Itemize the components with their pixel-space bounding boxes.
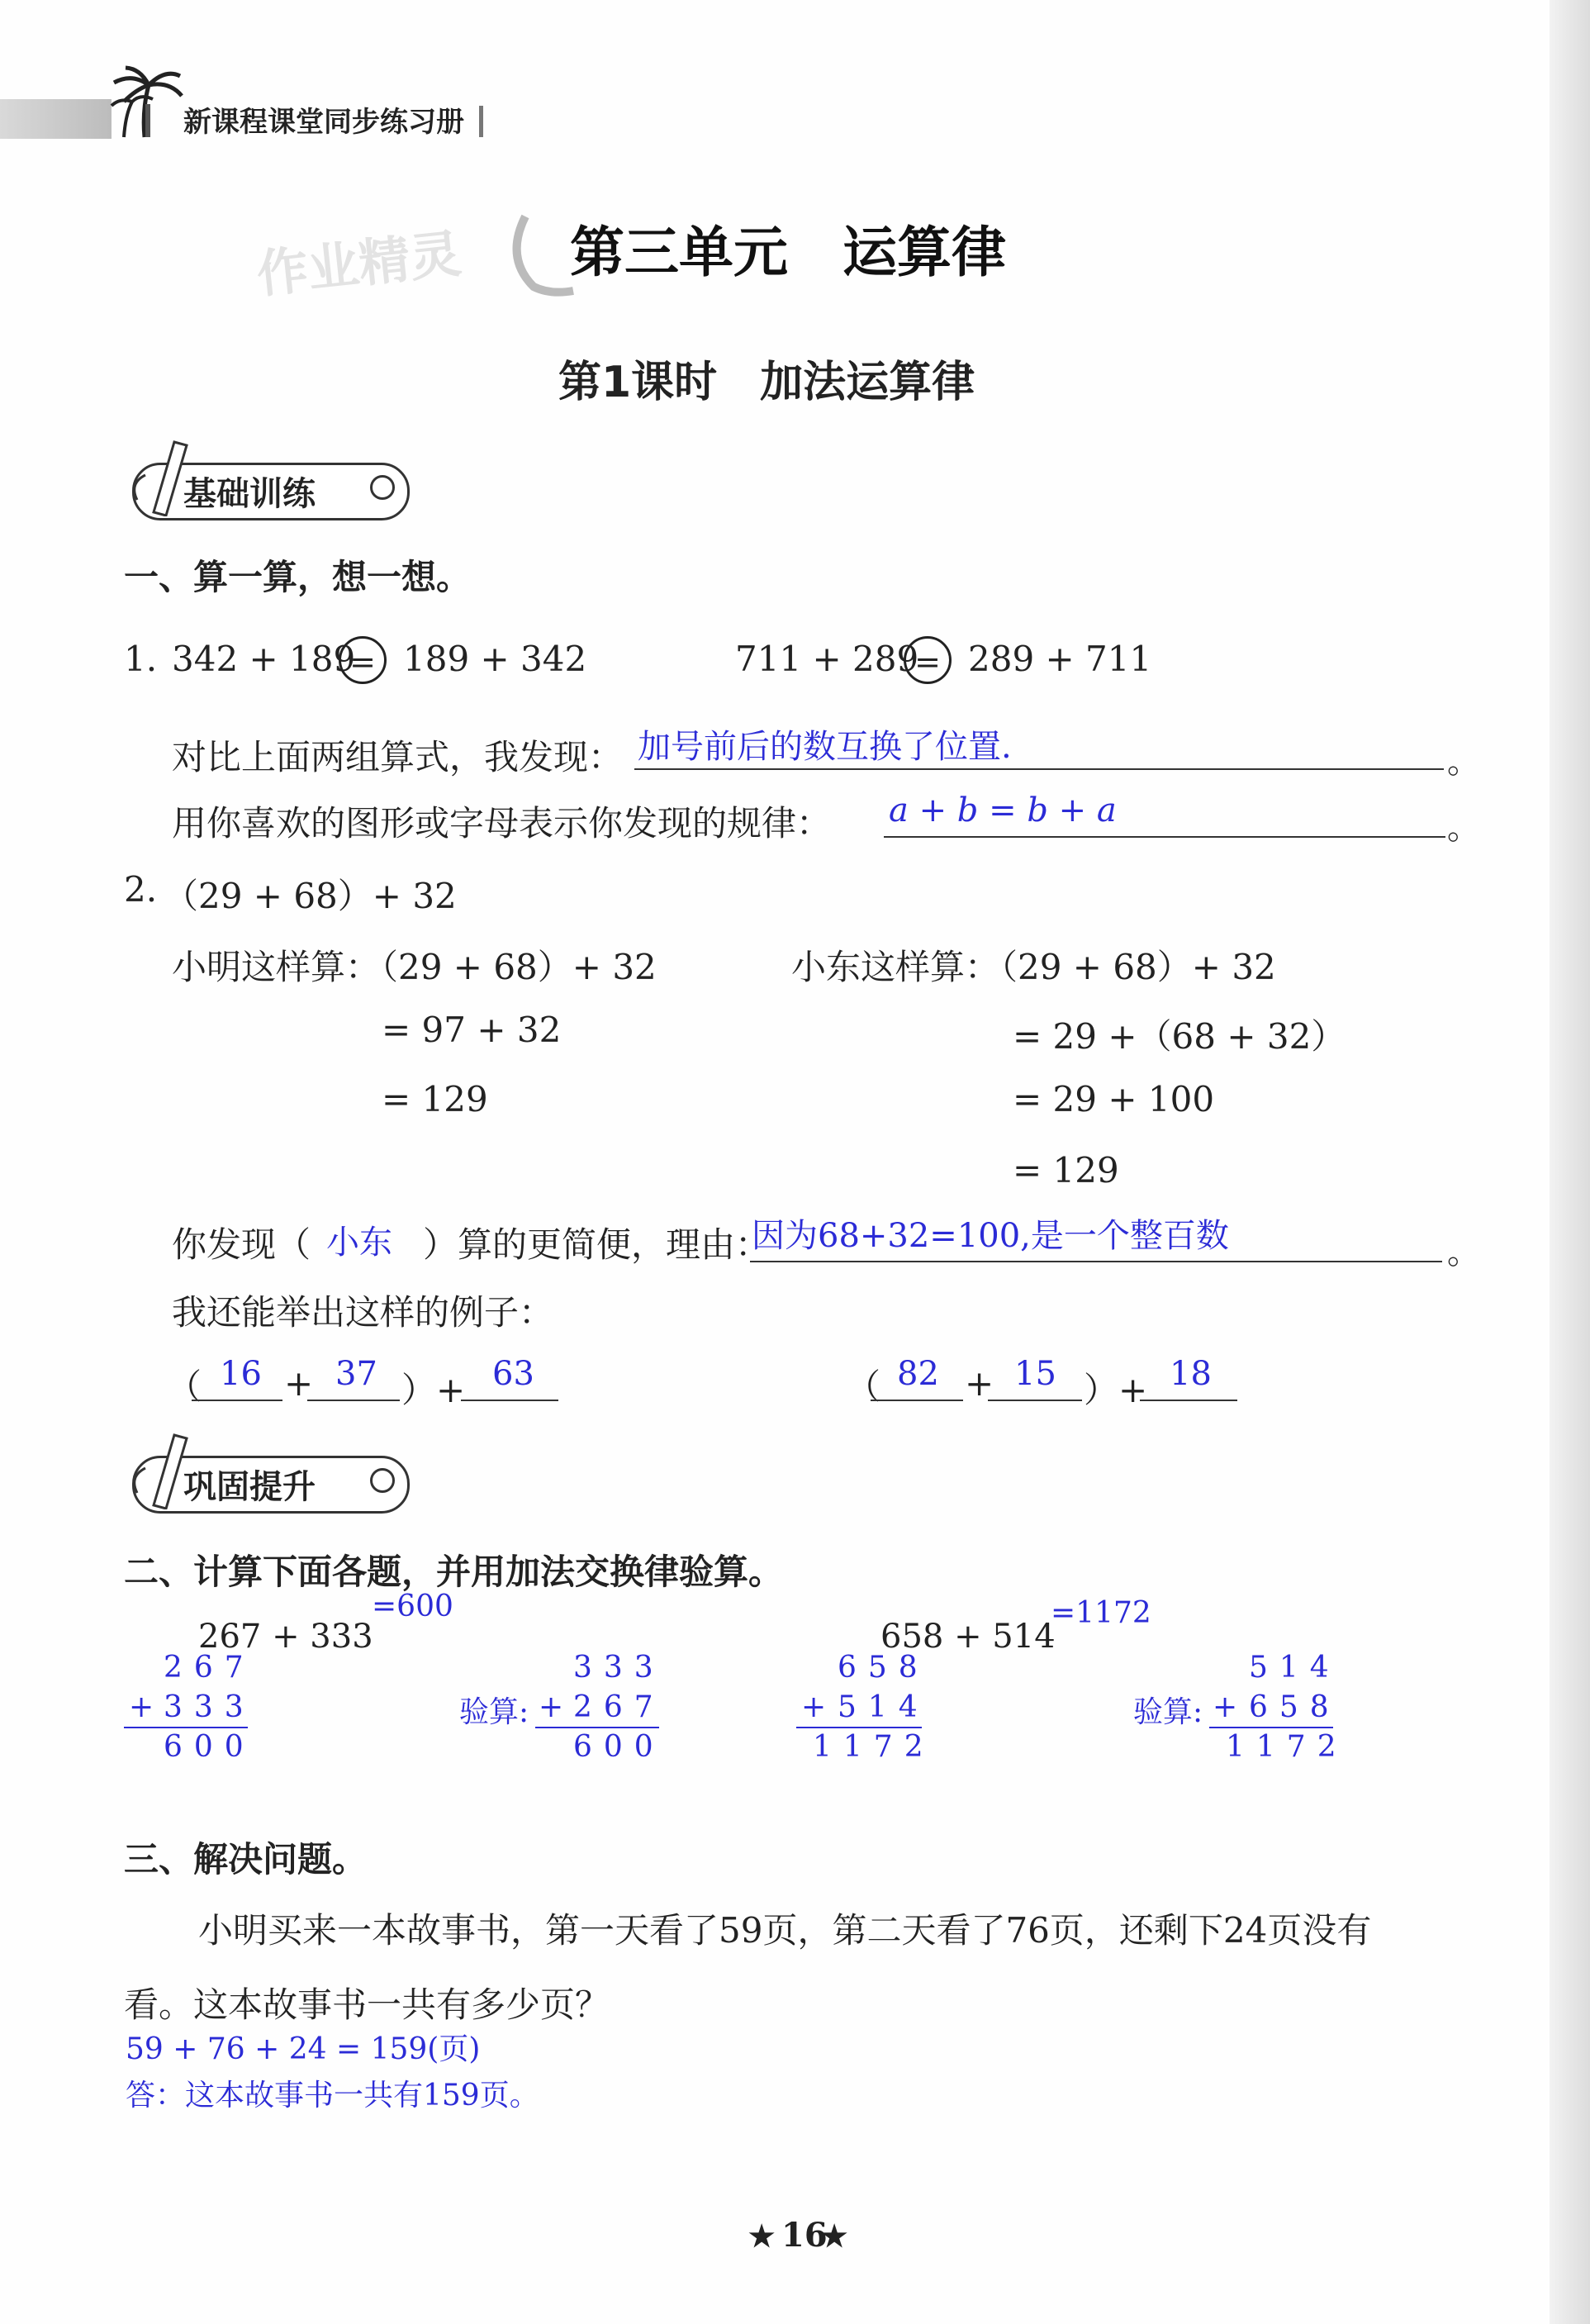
watermark: 作业精灵	[254, 223, 464, 305]
example1-open-paren: （	[167, 1366, 202, 1407]
q1-rule-label: 用你喜欢的图形或字母表示你发现的规律：	[172, 803, 832, 844]
dong-line-4: = 129	[1013, 1150, 1119, 1191]
p2-calc-op: +	[801, 1690, 838, 1724]
plus-sign: +	[965, 1363, 994, 1404]
period: 。	[1447, 809, 1480, 847]
q1-rule-answer: a + b = b + a	[889, 791, 1117, 829]
ming-line-1: （29 + 68）+ 32	[363, 947, 657, 987]
reason-answer: 因为68+32=100,是一个整百数	[752, 1217, 1229, 1255]
problem-line-2: 看。这本故事书一共有多少页？	[124, 1984, 610, 2025]
p1-calc-op: +	[129, 1690, 166, 1724]
part2-heading: 二、计算下面各题，并用加法交换律验算。	[124, 1552, 784, 1592]
unit-title-swoosh	[501, 208, 575, 299]
section-consolidate-label: 巩固提升	[183, 1468, 316, 1506]
p2-check-bottom: 658	[1249, 1690, 1341, 1724]
unit-title: 第三单元 运算律	[570, 220, 1006, 284]
answer-calc: 59 + 76 + 24 = 159(页)	[126, 2032, 481, 2066]
q1-number: 1.	[124, 639, 158, 679]
section-basic-label: 基础训练	[183, 475, 316, 513]
badge-ring-icon	[370, 1468, 395, 1493]
part1-heading: 一、算一算，想一想。	[124, 557, 472, 597]
p1-calc-top: 267	[164, 1651, 255, 1685]
q1-expr-a-left: 342 + 189	[172, 639, 356, 679]
header-end-divider	[479, 106, 483, 137]
q1-compare-circle-b: =	[904, 636, 952, 684]
header-decoration-bar	[0, 99, 112, 139]
q1-expr-a-right: 189 + 342	[403, 639, 587, 679]
p1-check-label: 验算:	[459, 1695, 529, 1729]
p2-check-line	[1209, 1727, 1333, 1728]
p1-check-bottom: 267	[573, 1690, 665, 1724]
answer-text: 答：这本故事书一共有159页。	[126, 2079, 539, 2113]
p2-check-top: 514	[1249, 1651, 1341, 1685]
dong-line-2: = 29 +（68 + 32）	[1013, 1016, 1346, 1057]
p1-check-sum: 600	[573, 1730, 665, 1764]
plus-sign: +	[284, 1363, 314, 1404]
p2-check-sum: 1172	[1226, 1730, 1348, 1764]
p2-calc-bottom: 514	[838, 1690, 929, 1724]
problem-line-1: 小明买来一本故事书，第一天看了59页，第二天看了76页，还剩下24页没有	[198, 1910, 1372, 1951]
p1-check-op: +	[539, 1690, 576, 1724]
page-number-star-left: ★	[748, 2219, 776, 2254]
lesson-title: 第1课时 加法运算律	[558, 358, 975, 407]
p2-result: =1172	[1051, 1596, 1151, 1630]
p1-check-top: 333	[573, 1651, 665, 1685]
p1-calc-line	[124, 1727, 248, 1728]
p1-calc-sum: 600	[164, 1730, 255, 1764]
q1-expr-b-right: 289 + 711	[968, 639, 1152, 679]
example-label: 我还能举出这样的例子：	[172, 1292, 554, 1333]
p2-calc-line	[796, 1727, 922, 1728]
part3-heading: 三、解决问题。	[124, 1839, 368, 1880]
close-paren-plus: ）+	[1084, 1370, 1148, 1410]
p2-calc-sum: 1172	[813, 1730, 935, 1764]
example2-value-2: 15	[1014, 1355, 1056, 1393]
example1-value-1: 16	[220, 1355, 262, 1393]
dong-line-3: = 29 + 100	[1013, 1079, 1215, 1119]
find-answer: 小东	[326, 1224, 392, 1262]
dong-label: 小东这样算：	[791, 947, 1000, 987]
dong-line-1: （29 + 68）+ 32	[983, 947, 1276, 987]
p1-check-line	[535, 1727, 659, 1728]
q2-number: 2.	[124, 869, 158, 910]
p2-calc-top: 658	[838, 1651, 929, 1685]
q1-compare-answer: 加号前后的数互换了位置.	[638, 728, 1012, 766]
example1-value-2: 37	[335, 1355, 377, 1393]
period: 。	[1447, 1233, 1480, 1271]
page-number-star-right: ★	[821, 2219, 848, 2254]
book-title: 新课程课堂同步练习册	[183, 106, 464, 139]
p1-expr: 267 + 333	[198, 1618, 373, 1656]
p2-expr: 658 + 514	[880, 1618, 1056, 1656]
ming-label: 小明这样算：	[172, 947, 381, 987]
period: 。	[1447, 743, 1480, 781]
example2-open-paren: （	[846, 1366, 881, 1407]
header-divider	[145, 104, 150, 137]
example1-value-3: 63	[492, 1355, 534, 1393]
q1-compare-label: 对比上面两组算式，我发现：	[172, 737, 624, 777]
p2-check-op: +	[1213, 1690, 1250, 1724]
q1-compare-circle-a: =	[339, 636, 387, 684]
example2-value-1: 82	[897, 1355, 939, 1393]
find-prefix: 你发现（	[172, 1224, 311, 1265]
q2-expr: （29 + 68）+ 32	[164, 876, 457, 916]
page-edge-shadow	[1550, 0, 1590, 2324]
ming-line-2: = 97 + 32	[382, 1010, 562, 1050]
p2-check-label: 验算:	[1133, 1695, 1203, 1729]
q1-expr-b-left: 711 + 289	[735, 639, 919, 679]
ming-line-3: = 129	[382, 1079, 488, 1119]
close-paren-plus: ）+	[401, 1370, 466, 1410]
find-suffix: ）算的更简便，理由：	[423, 1224, 771, 1265]
example2-value-3: 18	[1170, 1355, 1212, 1393]
badge-ring-icon	[370, 475, 395, 500]
page-number: 16	[781, 2216, 828, 2255]
p1-result: =600	[372, 1590, 453, 1623]
p1-calc-bottom: 333	[164, 1690, 255, 1724]
